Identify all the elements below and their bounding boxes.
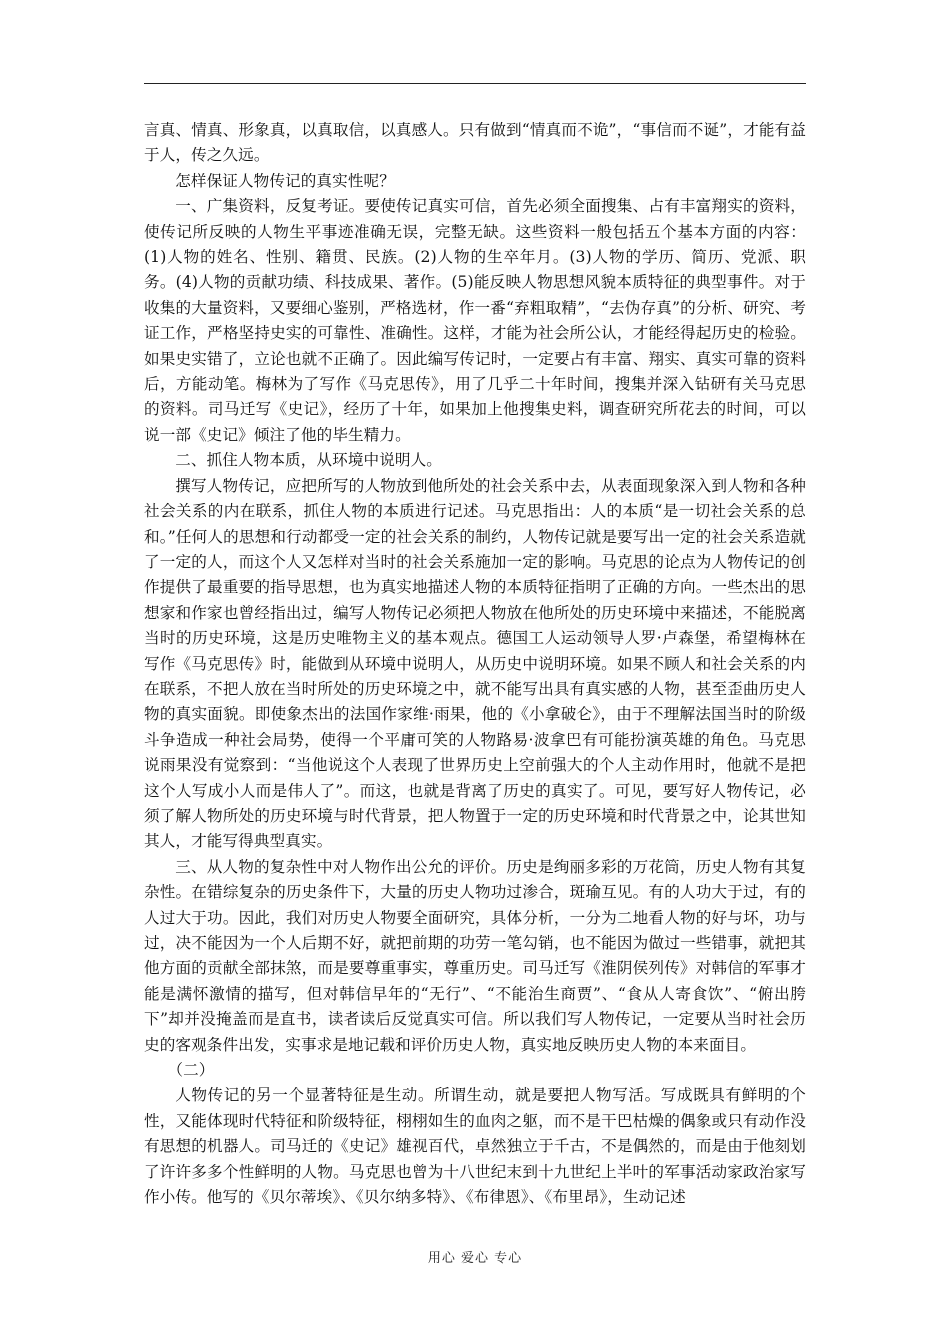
paragraph-section-1: 一、广集资料，反复考证。要使传记真实可信，首先必须全面搜集、占有丰富翔实的资料，使传记所反映的人物生平事迹准确无误，完整无缺。这些资料一般包括五个基本方面的内容：(1)人物的姓名、性别、籍贯、民族。(2)人物的生卒年月。(3)人物的学历、简历、党派、职务。(4)人物的贡献功绩、科技成果、著作。(5)能反映人物思想风貌本质特征的典型事件。对于收集的大量资料，又要细心鉴别，严格选材，作一番“弃粗取精”，“去伪存真”的分析、研究、考证工作，严格坚持史实的可靠性、准确性。这样，才能为社会所公认，才能经得起历史的检验。如果史实错了，立论也就不正确了。因此编写传记时，一定要占有丰富、翔实、真实可靠的资料后，方能动笔。梅林为了写作《马克思传》，用了几乎二十年时间，搜集并深入钻研有关马克思的资料。司马迁写《史记》，经历了十年，如果加上他搜集史料，调查研究所花去的时间，可以说一部《史记》倾注了他的毕生精力。 [144,197,806,444]
paragraph-part-2-heading: （二） [167,1061,215,1080]
paragraph-section-3: 三、从人物的复杂性中对人物作出公允的评价。历史是绚丽多彩的万花筒，历史人物有其复杂性。在错综复杂的历史条件下，大量的历史人物功过渗合，斑瑜互见。有的人功大于过，有的人过大于功。因此，我们对历史人物要全面研究，具体分析，一分为二地看人物的好与坏，功与过，决不能因为一个人后期不好，就把前期的功劳一笔勾销，也不能因为做过一些错事，就把其他方面的贡献全部抹煞，而是要尊重事实，尊重历史。司马迁写《淮阴侯列传》对韩信的军事才能是满怀激情的描写，但对韩信早年的“无行”、“不能治生商贾”、“食从人寄食饮”、“俯出胯下”却并没掩盖而是直书，读者读后反觉真实可信。所以我们写人物传记，一定要从当时社会历史的客观条件出发，实事求是地记载和评价历史人物，真实地反映历史人物的本来面目。 [144,857,806,1054]
paragraph-continued: 言真、情真、形象真，以真取信，以真感人。只有做到“情真而不诡”，“事信而不诞”，才能有益于人，传之久远。 [144,121,806,165]
paragraph-part-2: 人物传记的另一个显著特征是生动。所谓生动，就是要把人物写活。写成既具有鲜明的个性，又能体现时代特征和阶级特征，栩栩如生的血肉之躯，而不是干巴枯燥的偶象或只有动作没有思想的机器人。司马迁的《史记》雄视百代，卓然独立于千古，不是偶然的，而是由于他刻划了许许多多个性鲜明的人物。马克思也曾为十八世纪末到十九世纪上半叶的军事活动家政治家写作小传。他写的《贝尔蒂埃》、《贝尔纳多特》、《布律恩》、《布里昂》，生动记述 [144,1086,806,1207]
header-rule [144,83,806,84]
page-footer: 用心 爱心 专心 [427,1251,523,1266]
paragraph-question: 怎样保证人物传记的真实性呢？ [175,171,395,190]
paragraph-section-2: 撰写人物传记，应把所写的人物放到他所处的社会关系中去，从表面现象深入到人物和各种社会关系的内在联系，抓住人物的本质进行记述。马克思指出：人的本质“是一切社会关系的总和。”任何人的思想和行动都受一定的社会关系的制约，人物传记就是要写出一定的社会关系造就了一定的人，而这个人又怎样对当时的社会关系施加一定的影响。马克思的论点为人物传记的创作提供了最重要的指导思想，也为真实地描述人物的本质特征指明了正确的方向。一些杰出的思想家和作家也曾经指出过，编写人物传记必须把人物放在他所处的历史环境中来描述，不能脱离当时的历史环境，这是历史唯物主义的基本观点。德国工人运动领导人罗·卢森堡，希望梅林在写作《马克思传》时，能做到从环境中说明人，从历史中说明环境。如果不顾人和社会关系的内在联系，不把人放在当时所处的历史环境之中，就不能写出具有真实感的人物，甚至歪曲历史人物的真实面貌。即使象杰出的法国作家维·雨果，他的《小拿破仑》，由于不理解法国当时的阶级斗争造成一种社会局势，使得一个平庸可笑的人物路易·波拿巴有可能扮演英雄的角色。马克思说雨果没有觉察到：“当他说这个人表现了世界历史上空前强大的个人主动作用时，他就不是把这个人写成小人而是伟人了”。而这，也就是背离了历史的真实了。可见，要写好人物传记，必须了解人物所处的历史环境与时代背景，把人物置于一定的历史环境和时代背景之中，论其世知其人，才能写得典型真实。 [144,476,806,851]
paragraph-heading-2: 二、抓住人物本质，从环境中说明人。 [175,451,442,470]
document-body [144,118,806,1210]
